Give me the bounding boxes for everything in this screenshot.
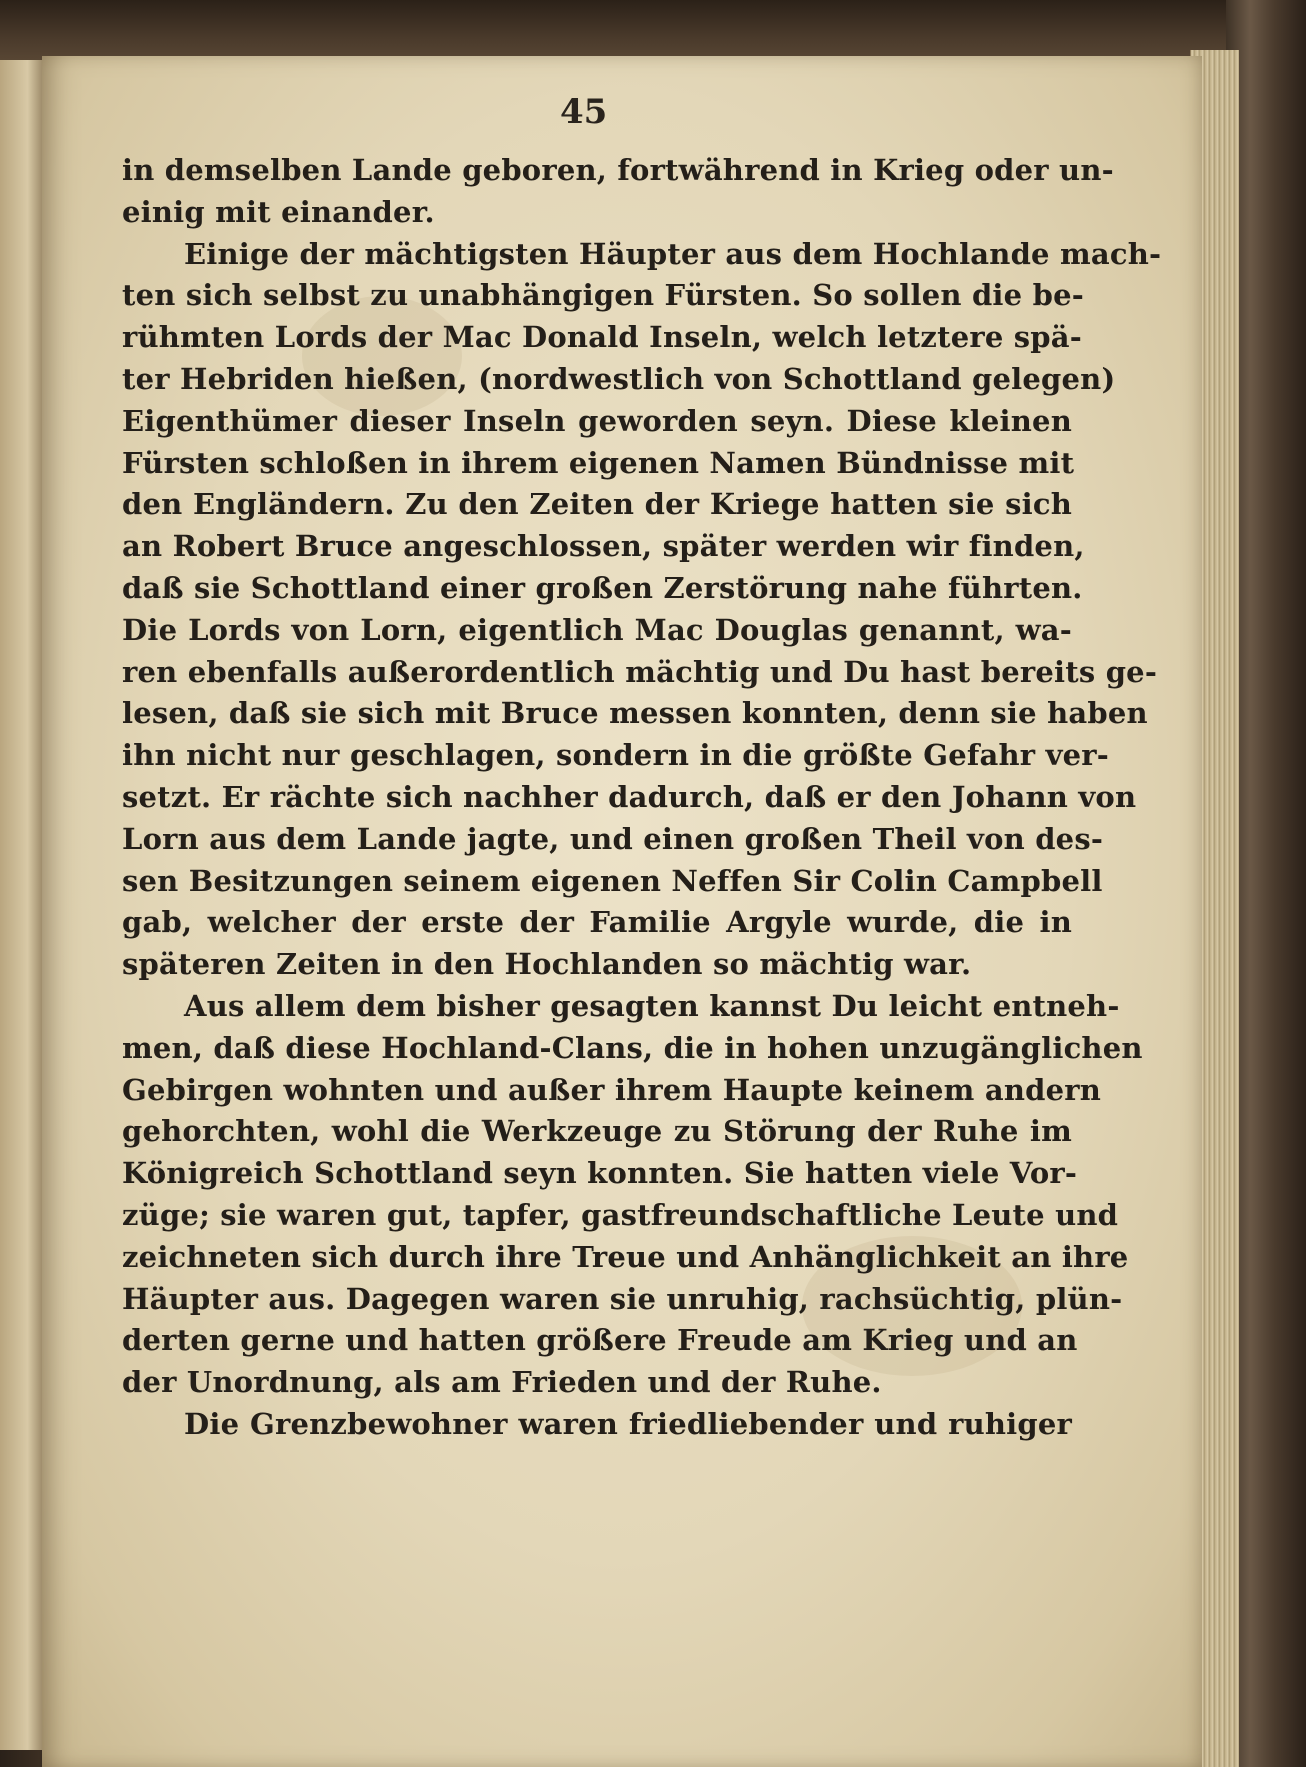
text-line: gab, welcher der erste der Familie Argyle wurde, die in	[122, 905, 1072, 940]
text-line: men, daß diese Hochland-Clans, die in hohen unzugänglichen	[122, 1030, 1143, 1065]
text-line: rühmten Lords der Mac Donald Inseln, welch letztere spä-	[122, 320, 1083, 355]
text-line: Königreich Schottland seyn konnten. Sie hatten viele Vor-	[122, 1156, 1078, 1191]
text-line: Lorn aus dem Lande jagte, und einen großen Theil von des-	[122, 821, 1104, 856]
text-line: Häupter aus. Dagegen waren sie unruhig, rachsüchtig, plün-	[122, 1281, 1123, 1316]
text-line: lesen, daß sie sich mit Bruce messen konnten, denn sie haben	[122, 696, 1148, 731]
text-line: Die Lords von Lorn, eigentlich Mac Douglas genannt, wa-	[122, 612, 1072, 647]
text-line: daß sie Schottland einer großen Zerstörung nahe führten.	[122, 570, 1083, 605]
text-line: der Unordnung, als am Frieden und der Ruhe.	[122, 1365, 882, 1400]
text-line: einig mit einander.	[122, 194, 435, 229]
text-line: derten gerne und hatten größere Freude am Krieg und an	[122, 1323, 1078, 1358]
text-line: ihn nicht nur geschlagen, sondern in die größte Gefahr ver-	[122, 738, 1109, 773]
text-line: Die Grenzbewohner waren friedliebender und ruhiger	[184, 1406, 1072, 1441]
text-line: Aus allem dem bisher gesagten kannst Du leicht entneh-	[184, 988, 1120, 1023]
text-line: in demselben Lande geboren, fortwährend in Krieg oder un-	[122, 153, 1114, 187]
text-line: setzt. Er rächte sich nachher dadurch, daß er den Johann von	[122, 779, 1137, 814]
text-line: an Robert Bruce angeschlossen, später werden wir finden,	[122, 529, 1085, 564]
text-line: Fürsten schloßen in ihrem eigenen Namen Bündnisse mit	[122, 445, 1075, 480]
text-line: Eigenthümer dieser Inseln geworden seyn. Diese kleinen	[122, 403, 1072, 438]
text-line: Einige der mächtigsten Häupter aus dem Hochlande mach-	[184, 236, 1162, 271]
page-text	[122, 150, 1162, 1446]
text-line: Gebirgen wohnten und außer ihrem Haupte keinem andern	[122, 1072, 1102, 1107]
text-line: zeichneten sich durch ihre Treue und Anhänglichkeit an ihre	[122, 1239, 1129, 1274]
text-line: ren ebenfalls außerordentlich mächtig und Du hast bereits ge-	[122, 654, 1158, 689]
facing-page-edge	[0, 60, 46, 1750]
text-line: späteren Zeiten in den Hochlanden so mächtig war.	[122, 947, 972, 982]
text-line: den Engländern. Zu den Zeiten der Kriege hatten sie sich	[122, 487, 1072, 522]
text-line: ten sich selbst zu unabhängigen Fürsten. So sollen die be-	[122, 278, 1084, 313]
book-cover-top-edge	[0, 0, 1306, 64]
text-line: gehorchten, wohl die Werkzeuge zu Störung der Ruhe im	[122, 1114, 1072, 1149]
page-number: 45	[560, 92, 608, 132]
text-line: sen Besitzungen seinem eigenen Neffen Sir Colin Campbell	[122, 863, 1103, 898]
text-line: züge; sie waren gut, tapfer, gastfreundschaftliche Leute und	[122, 1197, 1119, 1232]
text-line: ter Hebriden hießen, (nordwestlich von Schottland gelegen)	[122, 361, 1116, 396]
